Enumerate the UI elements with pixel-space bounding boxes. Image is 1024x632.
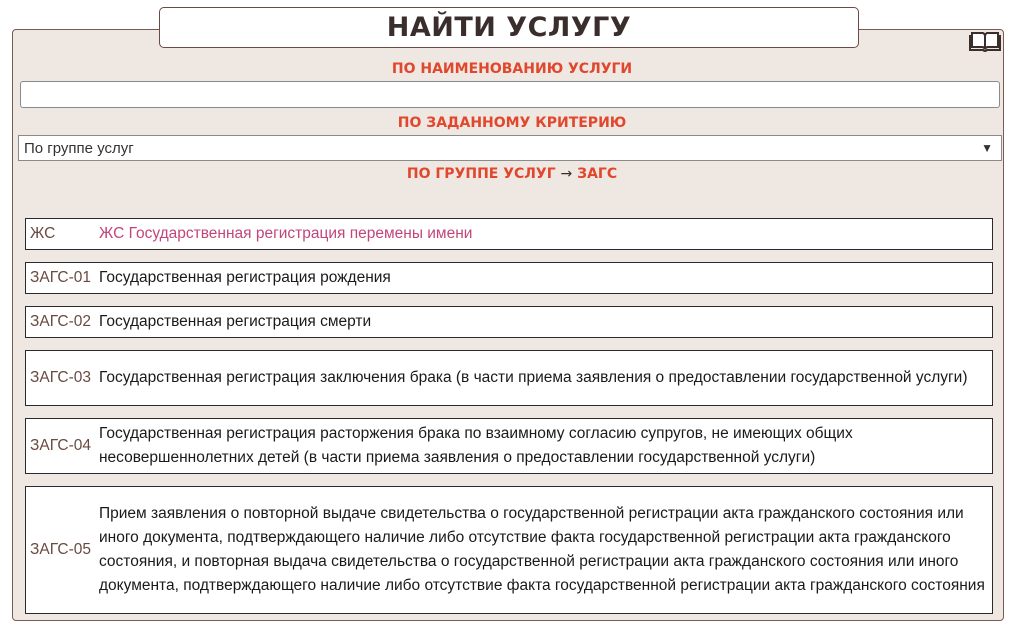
service-code: ЖС	[30, 225, 56, 242]
breadcrumb-group[interactable]: ПО ГРУППЕ УСЛУГ	[406, 166, 556, 182]
group-breadcrumb	[0, 166, 1024, 182]
page-title: НАЙТИ УСЛУГУ	[159, 7, 859, 48]
breadcrumb-current: ЗАГС	[577, 166, 618, 182]
service-name: Государственная регистрация расторжения брака по взаимному согласию супругов, не имеющих общих несовершеннолетних детей (в части приема заявления о предоставлении государственной услуги)	[99, 425, 853, 466]
service-name-input[interactable]	[20, 81, 1000, 108]
service-name: Государственная регистрация рождения	[99, 269, 391, 286]
service-row-zags-02[interactable]	[25, 306, 993, 338]
service-code: ЗАГС-05	[30, 541, 91, 558]
service-name: ЖС Государственная регистрация перемены имени	[99, 225, 473, 242]
book-icon[interactable]	[968, 31, 1002, 53]
service-row-zhs[interactable]	[25, 218, 993, 250]
caret-down-icon: ▼	[981, 141, 993, 155]
criterion-select[interactable]	[18, 135, 1002, 161]
service-row-zags-04[interactable]	[25, 418, 993, 474]
service-code: ЗАГС-01	[30, 269, 91, 286]
service-row-zags-03[interactable]	[25, 350, 993, 406]
service-name: Прием заявления о повторной выдаче свидетельства о государственной регистрации акта гражданского состояния или иного документа, подтверждающего наличие либо отсутствие факта государственной регистрации акта гражданского состояния, и повторная выдача свидетельства о государственной регистрации акта гражданского состояния или иного документа, подтверждающего наличие либо отсутствие факта государственной регистрации акта гражданского состояния	[99, 505, 985, 594]
service-name: Государственная регистрация смерти	[99, 313, 372, 330]
service-code: ЗАГС-04	[30, 437, 91, 454]
by-name-label: ПО НАИМЕНОВАНИЮ УСЛУГИ	[391, 61, 633, 77]
service-row-zags-01[interactable]	[25, 262, 993, 294]
breadcrumb-arrow-icon: →	[560, 166, 573, 182]
service-name: Государственная регистрация заключения брака (в части приема заявления о предоставлении государственной услуги)	[99, 369, 968, 386]
by-criterion-label: ПО ЗАДАННОМУ КРИТЕРИЮ	[397, 115, 627, 131]
criterion-select-value: По группе услуг	[24, 140, 134, 157]
service-code: ЗАГС-03	[30, 369, 91, 386]
service-row-zags-05[interactable]	[25, 486, 993, 614]
service-code: ЗАГС-02	[30, 313, 91, 330]
